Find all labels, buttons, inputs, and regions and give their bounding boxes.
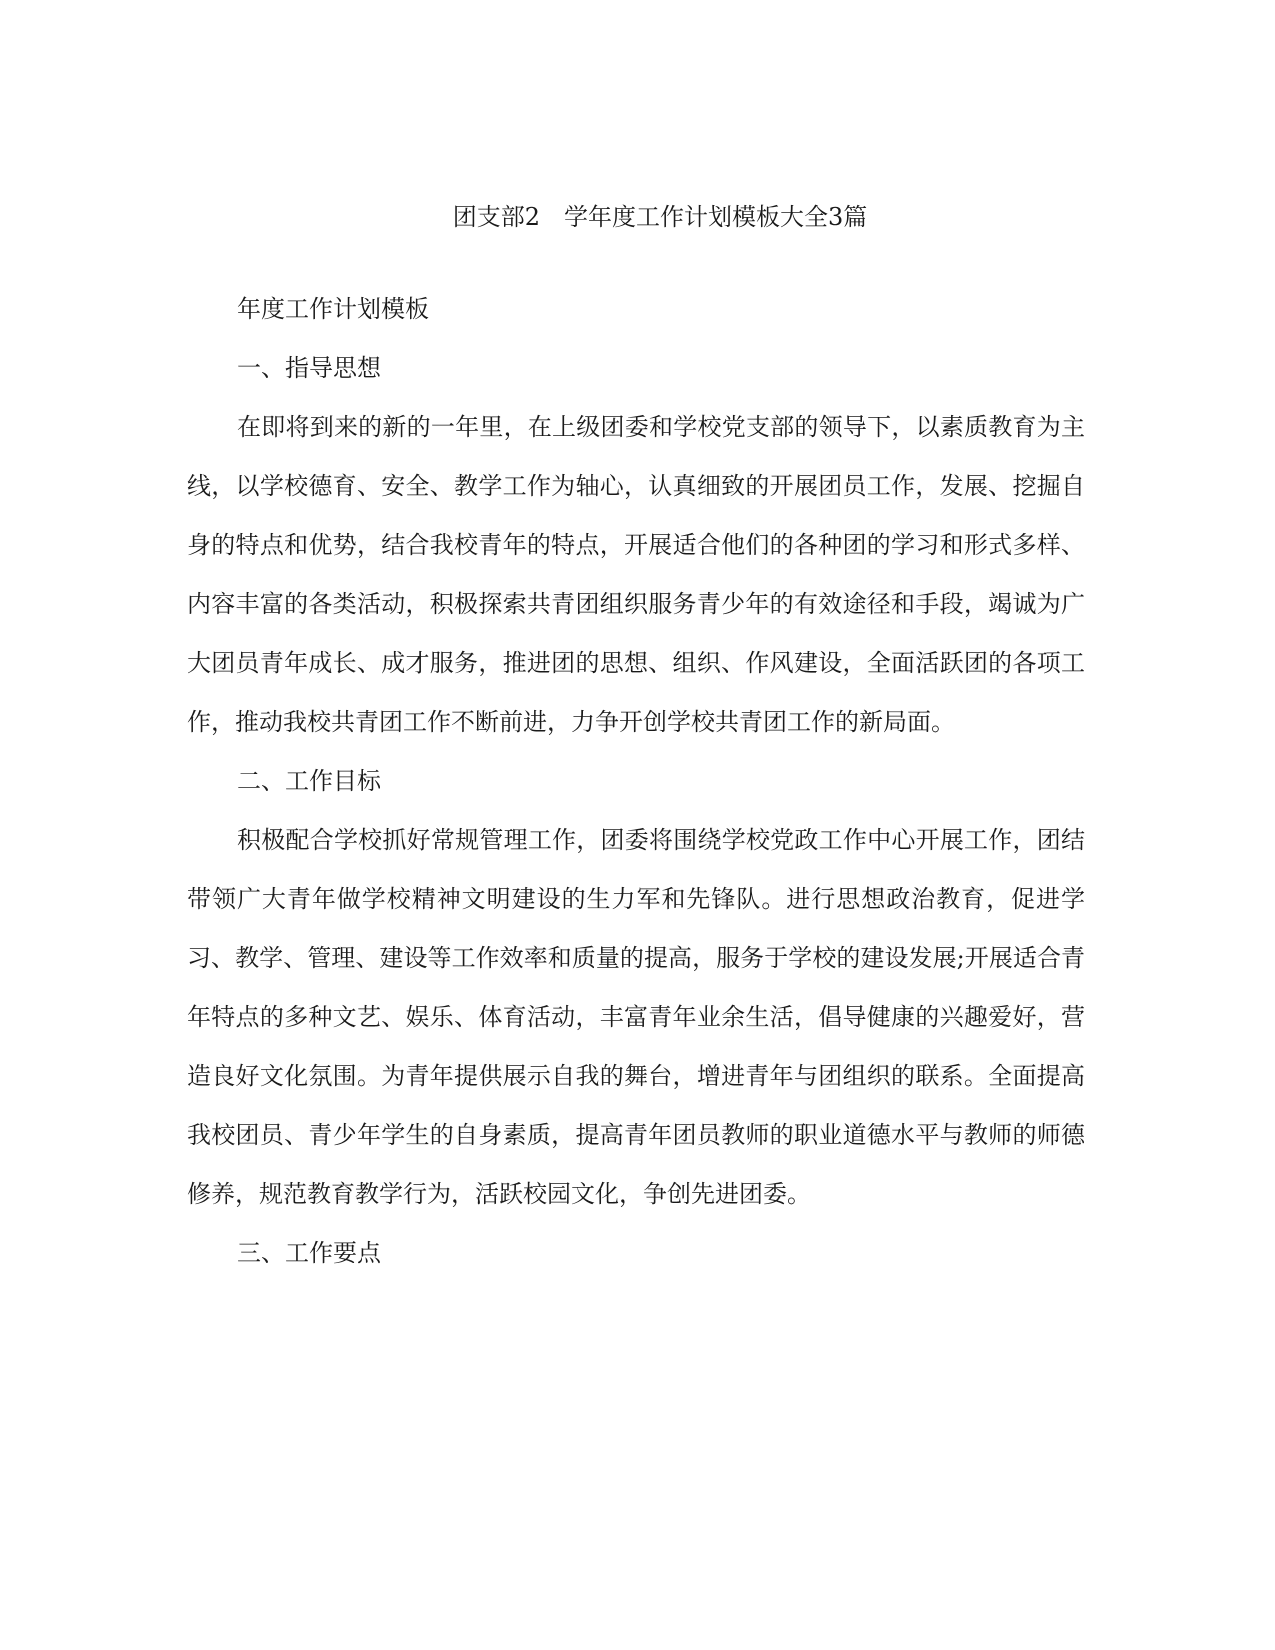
document-body bbox=[187, 280, 1085, 1283]
heading-guiding-ideology: 一、指导思想 bbox=[237, 354, 381, 382]
heading-work-goals: 二、工作目标 bbox=[237, 767, 381, 795]
document-title: 团支部2 学年度工作计划模板大全3篇 bbox=[452, 203, 868, 231]
paragraph-work-goals: 积极配合学校抓好常规管理工作，团委将围绕学校党政工作中心开展工作，团结带领广大青年做学校精神文明建设的生力军和先锋队。进行思想政治教育，促进学习、教学、管理、建设等工作效率和质量的提高，服务于学校的建设发展;开展适合青年特点的多种文艺、娱乐、体育活动，丰富青年业余生活，倡导健康的兴趣爱好，营造良好文化氛围。为青年提供展示自我的舞台，增进青年与团组织的联系。全面提高我校团员、青少年学生的自身素质，提高青年团员教师的职业道德水平与教师的师德修养，规范教育教学行为，活跃校园文化，争创先进团委。 bbox=[187, 826, 1085, 1208]
heading-work-points: 三、工作要点 bbox=[237, 1239, 381, 1267]
paragraph-guiding-ideology: 在即将到来的新的一年里，在上级团委和学校党支部的领导下，以素质教育为主线，以学校德育、安全、教学工作为轴心，认真细致的开展团员工作，发展、挖掘自身的特点和优势，结合我校青年的特点，开展适合他们的各种团的学习和形式多样、内容丰富的各类活动，积极探索共青团组织服务青少年的有效途径和手段，竭诚为广大团员青年成长、成才服务，推进团的思想、组织、作风建设，全面活跃团的各项工作，推动我校共青团工作不断前进，力争开创学校共青团工作的新局面。 bbox=[187, 413, 1085, 736]
section-subtitle: 年度工作计划模板 bbox=[237, 295, 429, 323]
